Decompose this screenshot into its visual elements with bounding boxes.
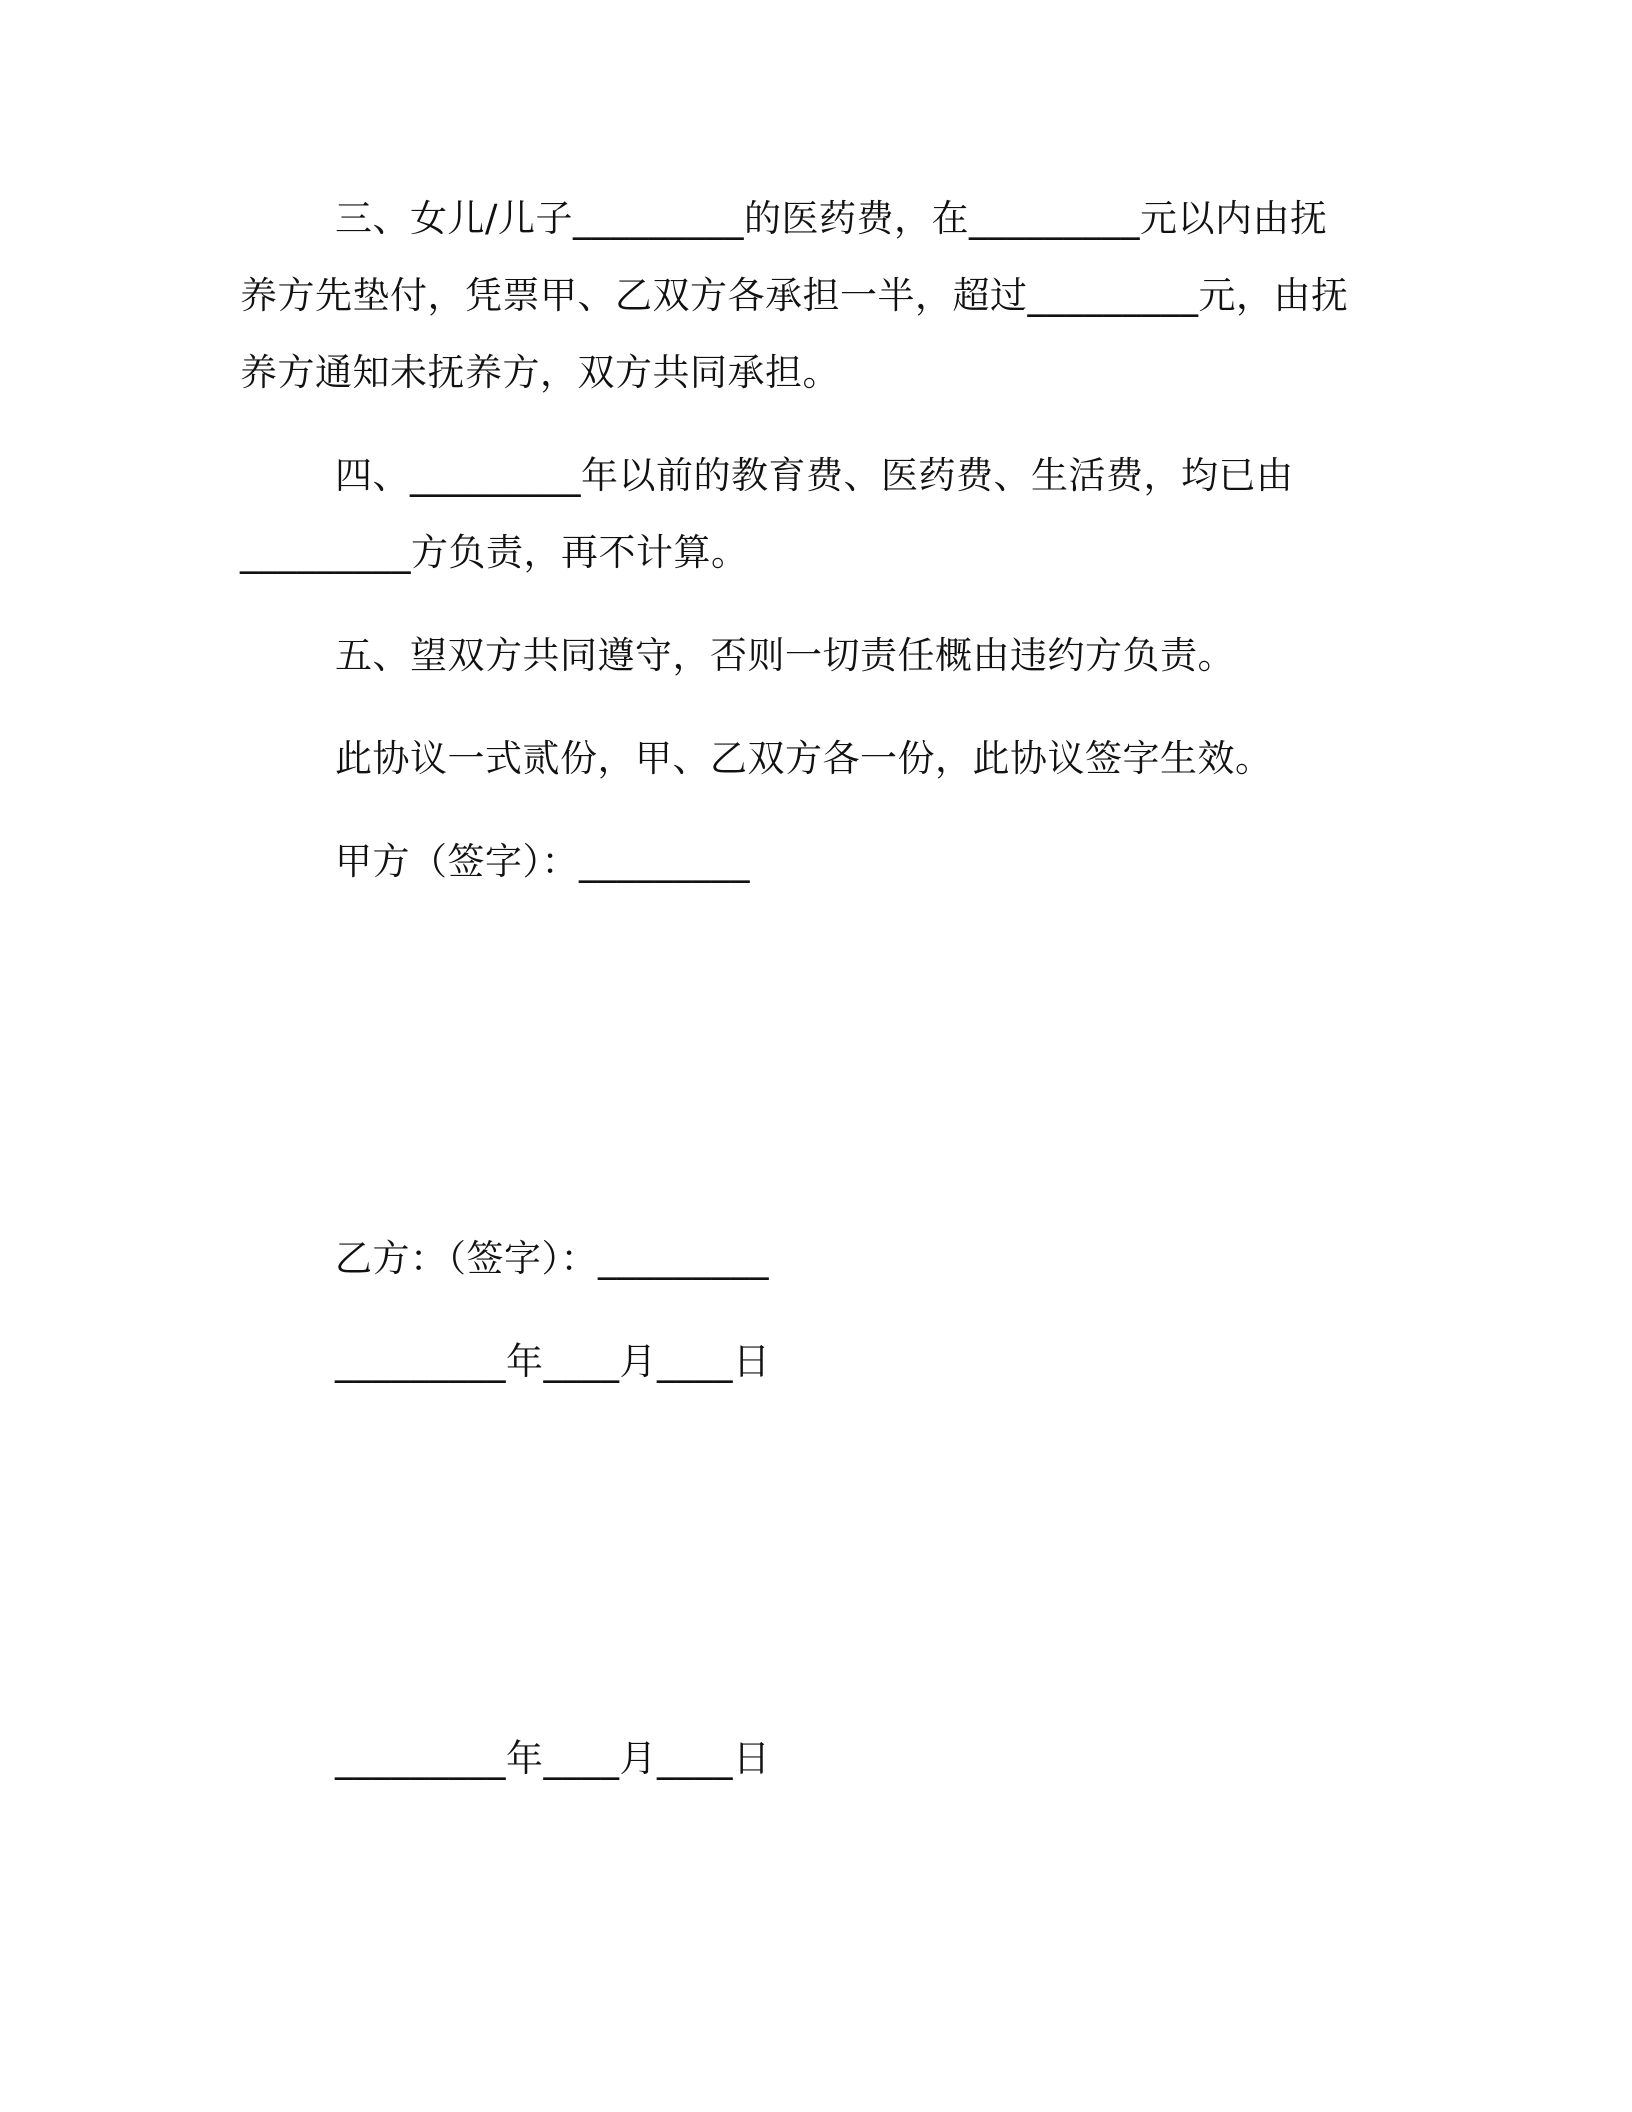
clause-4-line-2: _________方负责，再不计算。 — [240, 531, 749, 574]
clause-3-line-1: 三、女儿/儿子_________的医药费，在_________元以内由抚 — [335, 197, 1328, 240]
date-line-1: _________年____月____日 — [335, 1340, 771, 1383]
clause-3-line-2: 养方先垫付，凭票甲、乙双方各承担一半，超过_________元，由抚 — [240, 274, 1349, 317]
copies-note: 此协议一式贰份，甲、乙双方各一份，此协议签字生效。 — [335, 737, 1273, 780]
party-b-signature: 乙方：（签字）：_________ — [335, 1237, 769, 1280]
date-line-2: _________年____月____日 — [335, 1737, 771, 1780]
clause-4-line-1: 四、_________年以前的教育费、医药费、生活费，均已由 — [335, 454, 1294, 497]
party-a-signature: 甲方（签字）：_________ — [335, 840, 750, 883]
clause-5: 五、望双方共同遵守，否则一切责任概由违约方负责。 — [335, 634, 1235, 677]
clause-3-line-3: 养方通知未抚养方，双方共同承担。 — [240, 351, 840, 394]
